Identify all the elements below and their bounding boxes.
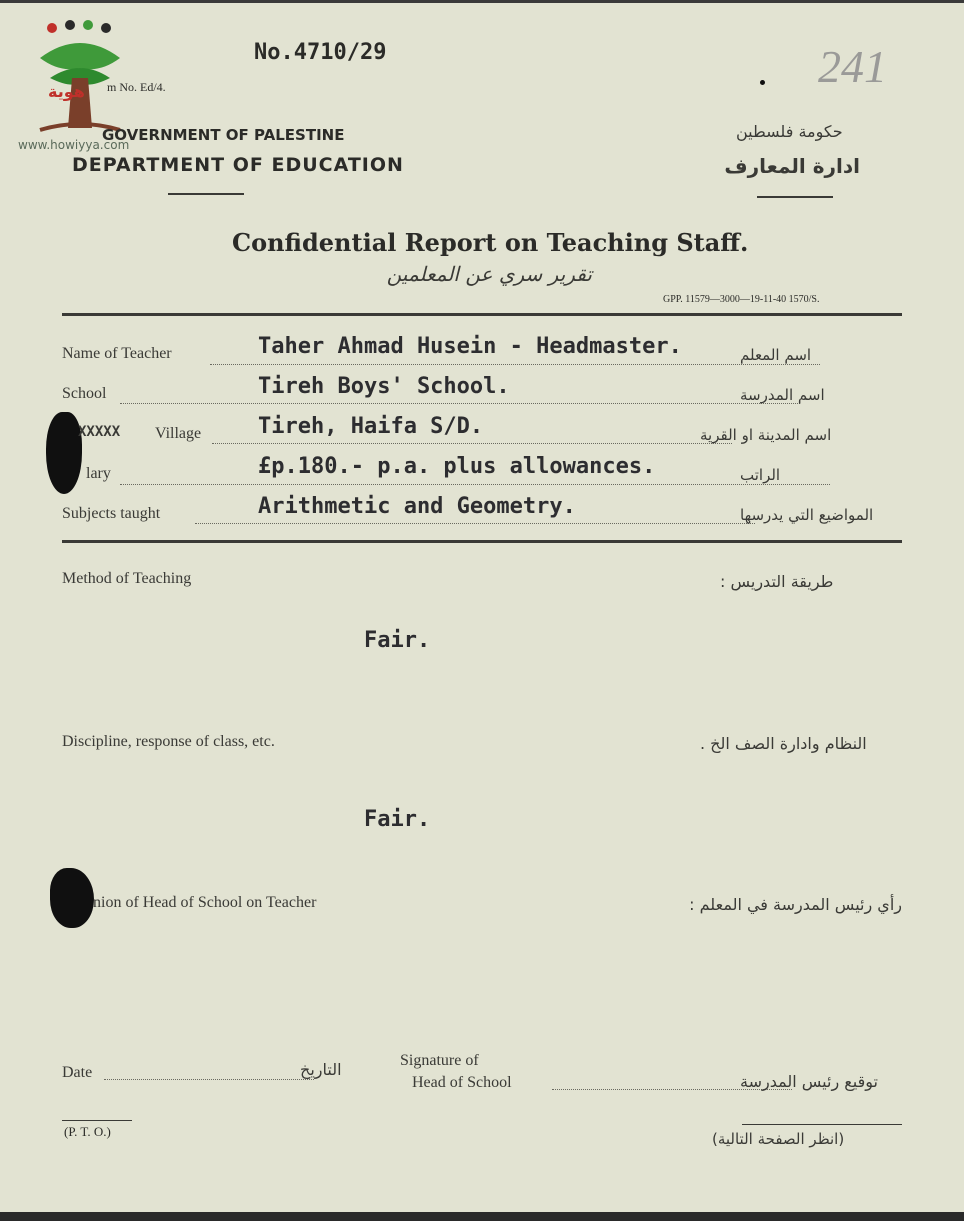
label-discipline: Discipline, response of class, etc. — [62, 733, 275, 750]
dots-village — [212, 443, 732, 444]
label-signature-ar: توقيع رئيس المدرسة — [740, 1072, 878, 1091]
department-title-en: DEPARTMENT OF EDUCATION — [72, 154, 404, 176]
file-number: No.4710/29 — [254, 40, 387, 65]
pto-en: (P. T. O.) — [64, 1124, 111, 1139]
printer-code: GPP. 11579—3000—19-11-40 1570/S. — [663, 294, 820, 305]
ink-blot-opinion — [50, 868, 94, 928]
dots-name — [210, 364, 820, 365]
handwritten-number: 241 — [818, 41, 887, 92]
fields-rule — [62, 540, 902, 543]
watermark-arabic: هوية — [48, 82, 85, 101]
bottom-edge — [0, 1212, 964, 1221]
value-salary: £p.180.- p.a. plus allowances. — [258, 454, 656, 479]
header-rule-left — [168, 193, 244, 195]
label-date: Date — [62, 1064, 93, 1081]
ink-dot — [760, 80, 765, 85]
pto-ar: (انظر الصفحة التالية) — [712, 1130, 845, 1148]
label-discipline-ar: النظام وادارة الصف الخ . — [700, 734, 867, 753]
dots-salary — [120, 484, 830, 485]
form-number: m No. Ed/4. — [107, 80, 166, 94]
header-rule-right — [757, 196, 833, 198]
value-method: Fair. — [364, 628, 431, 653]
label-method-ar: طريقة التدريس : — [720, 572, 834, 591]
label-signature-2: Head of School — [412, 1074, 512, 1091]
value-school: Tireh Boys' School. — [258, 374, 510, 399]
dots-school — [120, 403, 800, 404]
label-signature-1: Signature of — [400, 1052, 479, 1069]
watermark-site: www.howiyya.com — [18, 138, 130, 152]
watermark-logo — [30, 18, 130, 138]
label-subjects: Subjects taught — [62, 505, 161, 522]
label-name-ar: اسم المعلم — [740, 346, 812, 364]
government-title-ar: حكومة فلسطين — [736, 122, 843, 141]
value-teacher-name: Taher Ahmad Husein - Headmaster. — [258, 334, 682, 359]
value-discipline: Fair. — [364, 807, 431, 832]
label-method: Method of Teaching — [62, 570, 192, 587]
dots-subjects — [195, 523, 755, 524]
top-edge — [0, 0, 964, 3]
value-subjects: Arithmetic and Geometry. — [258, 494, 576, 519]
government-title-en: GOVERNMENT OF PALESTINE — [102, 126, 345, 144]
label-school-ar: اسم المدرسة — [740, 386, 825, 404]
label-opinion-ar: رأي رئيس المدرسة في المعلم : — [689, 895, 902, 914]
pto-rule — [62, 1120, 132, 1121]
report-title-ar: تقرير سري عن المعلمين — [386, 262, 592, 286]
department-title-ar: ادارة المعارف — [724, 154, 860, 178]
label-village: Village — [155, 425, 202, 442]
label-opinion: nion of Head of School on Teacher — [93, 894, 317, 911]
tree-logo-icon — [30, 18, 130, 138]
label-name-of-teacher: Name of Teacher — [62, 345, 172, 362]
title-rule — [62, 313, 902, 316]
ink-blot-left — [46, 412, 82, 494]
label-date-ar: التاريخ — [300, 1060, 342, 1079]
value-village: Tireh, Haifa S/D. — [258, 414, 484, 439]
pto-ar-rule — [742, 1124, 902, 1125]
report-title-en: Confidential Report on Teaching Staff. — [232, 228, 749, 257]
label-salary-ar: الراتب — [740, 466, 781, 484]
label-subjects-ar: المواضيع التي يدرسها — [740, 506, 874, 524]
label-salary: lary — [86, 465, 111, 482]
struck-label: XXXXX — [78, 424, 121, 440]
dots-date — [104, 1079, 314, 1080]
label-school: School — [62, 385, 107, 402]
label-village-ar: اسم المدينة او القرية — [700, 426, 832, 444]
